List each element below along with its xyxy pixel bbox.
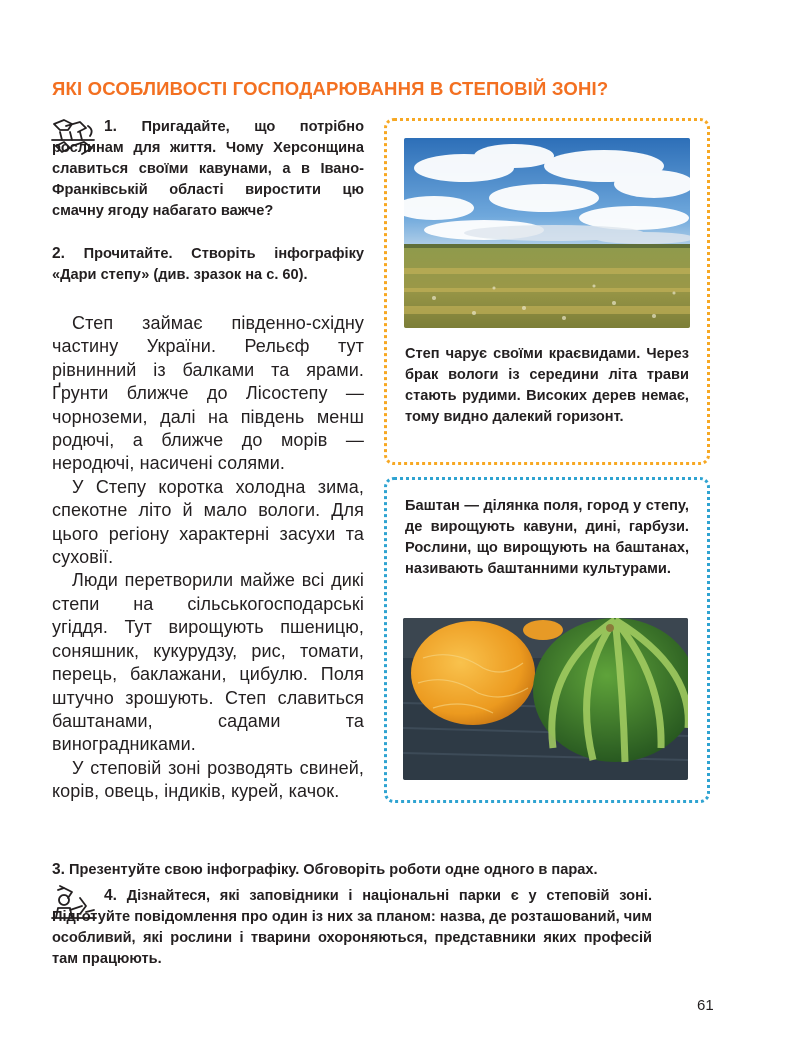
task-4-number: 4.	[104, 887, 117, 904]
steppe-caption: Степ чарує своїми краєвидами. Через брак вологи із середини літа трави стають рудими. Високих дерев немає, тому видно далекий горизонт.	[405, 346, 689, 425]
task-2-number: 2.	[52, 245, 65, 262]
melons-photo	[403, 618, 688, 780]
task-4-text: Дізнайтеся, які заповідники і національні парки є у степовій зоні. Підготуйте повідомлення про один із них за планом: назва, де розташований, чим особливий, які рослини і тварини охороняються, представники яких професій там працюють.	[52, 888, 652, 967]
task-3	[52, 859, 712, 881]
bashtan-term: Баштан	[405, 498, 460, 514]
bashtan-definition	[405, 496, 689, 580]
page-number: 61	[697, 997, 714, 1014]
task-3-text: Презентуйте свою інфографіку. Обговоріть роботи одне одного в парах.	[69, 862, 598, 878]
main-paragraph: У степовій зоні розводять свиней, корів, овець, індиків, курей, качок.	[52, 757, 364, 802]
page-title: ЯКІ ОСОБЛИВОСТІ ГОСПОДАРЮВАННЯ В СТЕПОВІЙ ЗОНІ?	[52, 78, 609, 99]
task-1-text: Пригадайте, що потрібно рослинам для життя. Чому Херсонщина славиться своїми кавунами, а в Івано-Франківській області виростити цю смачну ягоду набагато важче?	[52, 119, 365, 219]
task-1-number: 1.	[104, 118, 117, 135]
main-text	[52, 312, 364, 804]
task-4	[52, 885, 652, 970]
main-paragraph: Люди перетворили майже всі дикі степи на сільськогосподарські угіддя. Тут вирощують пшеницю, соняшник, кукурудзу, рис, томати, перець, баклажани, цибулю. Поля штучно зрошують. Степ славиться баштанами, садами та виноградниками.	[52, 570, 364, 755]
task-1	[52, 116, 364, 222]
task-2-text: Прочитайте. Створіть інфографіку «Дари степу» (див. зразок на с. 60).	[52, 246, 364, 283]
steppe-photo	[404, 138, 690, 328]
bashtan-definition-text: — ділянка поля, город у степу, де вирощують кавуни, дині, гарбузи. Рослини, що вирощують на баштанах, називають баштанними культурами.	[405, 498, 689, 577]
task-2	[52, 243, 364, 286]
main-paragraph: У Степу коротка холодна зима, спекотне літо й мало вологи. Для цього регіону характерні засухи та суховії.	[52, 476, 364, 568]
main-paragraph: Степ займає південно-східну частину України. Рельєф тут рівнинний із балками та ярами. Ґрунти ближче до Лісостепу — чорноземи, далі на південь менш родючі, а ближче до морів — неродючі, насичені солями.	[52, 313, 364, 474]
task-3-number: 3.	[52, 861, 65, 878]
